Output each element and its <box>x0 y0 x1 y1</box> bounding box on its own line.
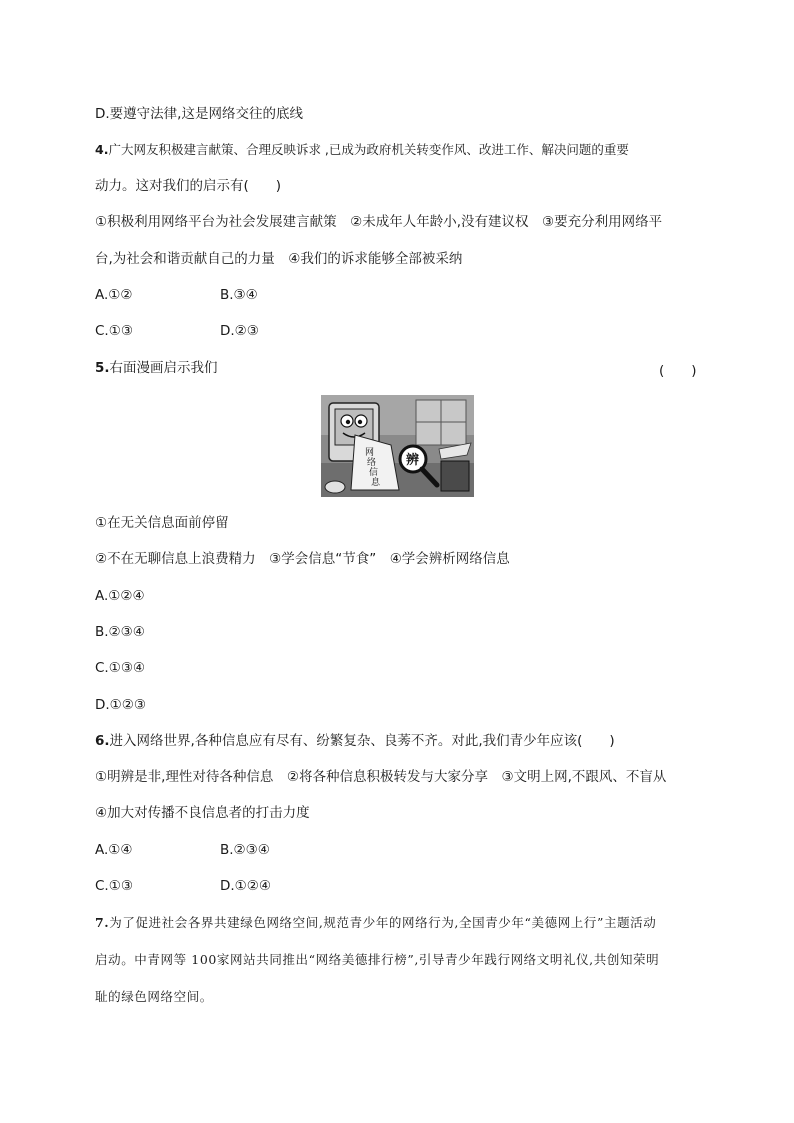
q4-option-b: B.③④ <box>220 287 258 303</box>
q3-option-d: D.要遵守法律,这是网络交往的底线 <box>95 106 303 122</box>
q7-stem-line1 <box>95 914 656 932</box>
q4-stem-text: 广大网友积极建言献策、合理反映诉求 ,已成为政府机关转变作风、改进工作、解决问题的重要 <box>108 142 629 157</box>
q6-option-a: A.①④ <box>95 842 133 858</box>
q6-statements-line2: ④加大对传播不良信息者的打击力度 <box>95 805 310 821</box>
cartoon-text-2: 络 <box>367 458 377 468</box>
q7-number: 7. <box>95 915 110 930</box>
q4-number: 4. <box>95 142 109 157</box>
q6-stem <box>95 732 615 750</box>
q4-statements-line1: ①积极利用网络平台为社会发展建言献策 ②未成年人年龄小,没有建议权 ③要充分利用网络平 <box>95 214 663 230</box>
q4-option-c: C.①③ <box>95 323 133 339</box>
q6-stem-text: 进入网络世界,各种信息应有尽有、纷繁复杂、良莠不齐。对此,我们青少年应该( ) <box>109 733 615 749</box>
q5-stem-text: 右面漫画启示我们 <box>109 360 218 376</box>
q6-statements-line1: ①明辨是非,理性对待各种信息 ②将各种信息积极转发与大家分享 ③文明上网,不跟风、不盲从 <box>95 769 667 785</box>
q5-option-d: D.①②③ <box>95 697 146 713</box>
q6-option-c: C.①③ <box>95 878 133 894</box>
q7-stem-line3: 耻的绿色网络空间。 <box>95 989 213 1004</box>
q6-number: 6. <box>95 733 110 749</box>
q7-stem-text: 为了促进社会各界共建绿色网络空间,规范青少年的网络行为,全国青少年“美德网上行”主题活动 <box>109 915 657 930</box>
q5-items-2-4: ②不在无聊信息上浪费精力 ③学会信息“节食” ④学会辨析网络信息 <box>95 551 510 567</box>
cartoon-text-4: 息 <box>371 478 381 488</box>
q6-option-d: D.①②④ <box>220 878 271 894</box>
q4-stem-line1 <box>95 141 629 159</box>
q5-option-c: C.①③④ <box>95 660 146 676</box>
q5-item-1: ①在无关信息面前停留 <box>95 515 229 531</box>
q4-option-d: D.②③ <box>220 323 259 339</box>
q4-statements-line2: 台,为社会和谐贡献自己的力量 ④我们的诉求能够全部被采纳 <box>95 251 463 267</box>
q7-stem-line2: 启动。中青网等 100家网站共同推出“网络美德排行榜”,引导青少年践行网络文明礼仪,共创知荣明 <box>95 952 660 967</box>
magnifier-text: 辨 <box>406 453 420 468</box>
q5-option-a: A.①②④ <box>95 588 145 604</box>
q5-option-b: B.②③④ <box>95 624 145 640</box>
q4-option-a: A.①② <box>95 287 133 303</box>
cartoon-text-1: 网 <box>365 448 375 458</box>
cartoon-image <box>321 395 474 497</box>
q6-option-b: B.②③④ <box>220 842 270 858</box>
q5-stem <box>95 359 218 377</box>
cartoon-text-3: 信 <box>369 468 379 478</box>
q4-stem-line2: 动力。这对我们的启示有( ) <box>95 178 282 194</box>
q5-number: 5. <box>95 360 110 376</box>
q5-answer-paren: ( ) <box>659 363 697 379</box>
